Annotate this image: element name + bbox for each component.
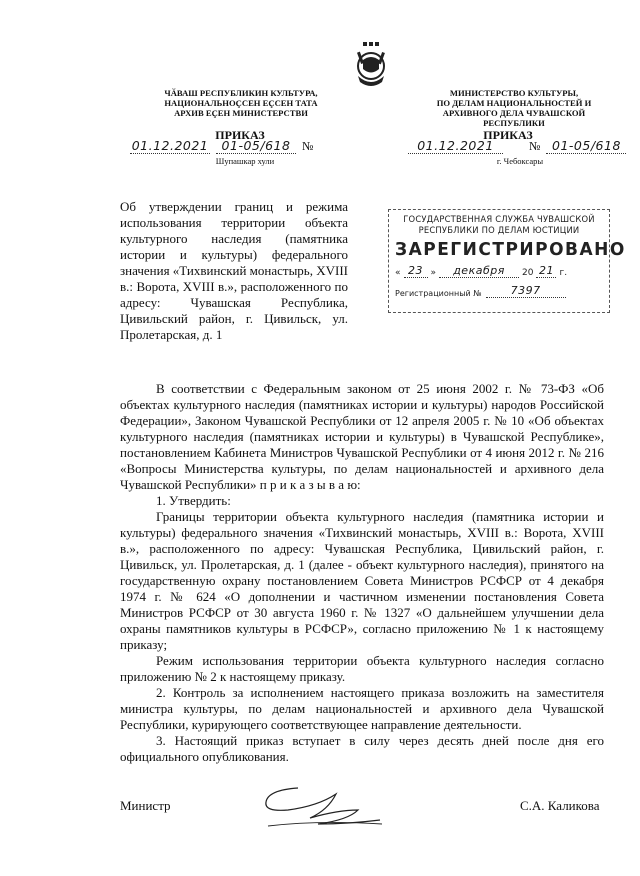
body-item3: 3. Настоящий приказ вступает в силу через десять дней после дня его официального опубликования. (120, 733, 604, 764)
registration-stamp (388, 209, 626, 313)
stamp-quote-open: « (395, 268, 401, 278)
header-right (414, 88, 614, 128)
left-order-date: 01.12.2021 (131, 138, 209, 153)
prikaz-right-title: ПРИКАЗ (483, 128, 533, 142)
stamp-line2: РЕСПУБЛИКИ ПО ДЕЛАМ ЮСТИЦИИ (418, 225, 580, 235)
stamp-date-row (395, 264, 603, 278)
signature-name: С.А. Каликова (520, 798, 600, 813)
stamp-year-prefix: 20 (522, 268, 534, 278)
stamp-month: декабря (439, 264, 519, 278)
body-preamble (120, 381, 604, 493)
orders-word: п р и к а з ы в а ю: (259, 477, 361, 492)
header-right-line3: АРХИВНОГО ДЕЛА ЧУВАШСКОЙ РЕСПУБЛИКИ (442, 108, 586, 128)
body-item1a: Границы территории объекта культурного наследия (памятника истории и культуры) федерального значения «Тихвинский монастырь, XVIII в.: Ворота, XVIII в.», расположенного по адресу: Чувашская Республика, Цивильский район, г. Цивильск, ул. Пролетарская, д. 1 (далее - объект культурного наследия), принятого на государственную охрану постановлением Совета Министров РСФСР от 4 декабря 1974 г. № 624 «О дополнении и частичном изменении постановления Совета Министров РСФСР от 30 августа 1960 г. № 1327 «О дальнейшем улучшении дела охраны памятников культуры в РСФСР», согласно приложению № 1 к настоящему приказу; (120, 509, 604, 652)
right-number-sign: № (529, 139, 541, 153)
stamp-quote-close: » (430, 268, 437, 278)
left-number-sign: № (302, 139, 314, 153)
stamp-registered: ЗАРЕГИСТРИРОВАНО (395, 239, 626, 261)
header-left-line2: НАЦИОНАЛЬНОҪСЕН ЕҪСЕН ТАТА (164, 98, 318, 108)
order-title: Об утверждении границ и режима использования территории объекта культурного наследия (памятника истории и культуры) федерального значения «Тихвинский монастырь, XVIII в.: Ворота, XVIII в.», расположенного по адресу: Чувашская Республика, Цивильский район, г. Цивильск, ул. Пролетарская, д. 1 (120, 199, 349, 342)
right-order-number: 01-05/618 (546, 138, 626, 154)
header-right-line1: МИНИСТЕРСТВО КУЛЬТУРЫ, (449, 88, 579, 98)
header-left-line1: ЧӐВАШ РЕСПУБЛИКИН КУЛЬТУРА, (164, 88, 318, 98)
preamble-text: В соответствии с Федеральным законом от 25 июня 2002 г. № 73-ФЗ «Об объектах культурного наследия (памятниках истории и культуры) народов Российской Федерации», Законом Чувашской Республики от 12 апреля 2005 г. № 10 «Об объектах культурного наследия (памятниках истории и культуры) в Чувашской Республике», постановлением Кабинета Министров Чувашской Республики от 4 июня 2012 г. № 216 «Вопросы Министерства культуры, по делам национальностей и архивного дела Чувашской Республики» (120, 381, 604, 492)
stamp-reg-number: 7397 (486, 284, 566, 298)
signature-position: Министр (120, 798, 171, 813)
header-left (150, 88, 332, 118)
coat-of-arms-emblem (354, 42, 388, 90)
body-item2: 2. Контроль за исполнением настоящего приказа возложить на заместителя министра культуры, по делам национальностей и архивного дела Чувашской Республики, курирующего соответствующее направление деятельности. (120, 685, 604, 732)
stamp-day: 23 (404, 264, 428, 278)
stamp-year-unit: г. (559, 268, 568, 278)
left-order-number: 01-05/618 (216, 138, 296, 154)
left-city: Шупашкар хули (215, 156, 275, 166)
header-right-date-row (408, 138, 628, 154)
header-left-date-row (130, 138, 330, 154)
handwritten-signature (258, 780, 388, 832)
right-order-date: 01.12.2021 (408, 138, 503, 154)
prikaz-left-title: ПРИКАЗ (215, 128, 265, 142)
stamp-line1: ГОСУДАРСТВЕННАЯ СЛУЖБА ЧУВАШСКОЙ (403, 214, 595, 224)
right-city: г. Чебоксары (496, 156, 544, 166)
stamp-year-suffix: 21 (536, 264, 556, 278)
stamp-reg-label: Регистрационный № (395, 289, 482, 298)
stamp-reg-row (395, 284, 603, 298)
body-item1b: Режим использования территории объекта культурного наследия согласно приложению № 2 к настоящему приказу. (120, 653, 604, 684)
order-body (120, 381, 604, 765)
header-left-line3: АРХИВ ЕҪЕН МИНИСТЕРСТВИ (174, 108, 308, 118)
header-right-line2: ПО ДЕЛАМ НАЦИОНАЛЬНОСТЕЙ И (436, 98, 592, 108)
body-item1: 1. Утвердить: (156, 493, 231, 508)
